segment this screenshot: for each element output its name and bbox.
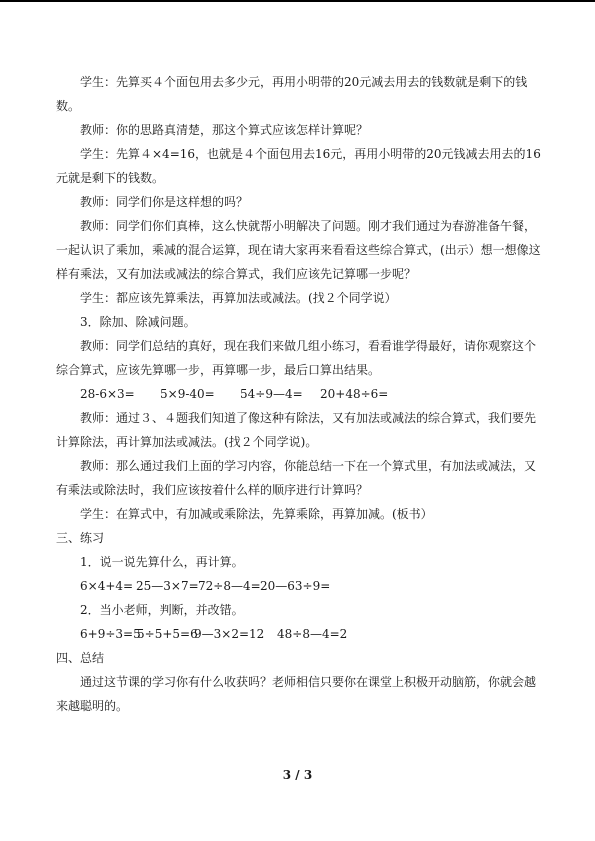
exercise-expression: 6+9÷3=5 xyxy=(80,627,141,641)
paragraph: 教师：同学们你是这样想的吗？ xyxy=(80,195,249,209)
practice-item-1: 1．说一说先算什么，再计算。 xyxy=(80,555,244,569)
exercise-expression: 5×9-40= xyxy=(160,387,215,401)
exercise-expression: 20—63÷9= xyxy=(260,579,331,593)
exercise-expression: 20+48÷6= xyxy=(320,387,389,401)
exercise-row-a xyxy=(56,382,546,406)
document-body xyxy=(56,70,546,718)
exercise-expression: 72÷8—4= xyxy=(198,579,261,593)
exercise-expression: 48÷8—4=2 xyxy=(277,627,348,641)
paragraph: 教师：那么通过我们上面的学习内容，你能总结一下在一个算式里，有加法或减法，又有乘法或除法时，我们应该按着什么样的顺序进行计算吗？ xyxy=(56,459,537,497)
exercise-expression: 28-6×3= xyxy=(80,387,135,401)
paragraph: 教师：同学们你们真棒，这么快就帮小明解决了问题。刚才我们通过为春游准备午餐，一起认识了乘加，乘减的混合运算，现在请大家再来看看这些综合算式，(出示）想一想像这样有乘法，又有加法或减法的综合算式，我们应该先记算哪一步呢？ xyxy=(56,219,541,281)
exercise-expression: 9—3×2=12 xyxy=(194,627,265,641)
exercise-expression: 5÷5+5=6 xyxy=(137,627,198,641)
summary-paragraph: 通过这节课的学习你有什么收获吗？老师相信只要你在课堂上积极开动脑筋，你就会越来越聪明的。 xyxy=(56,675,537,713)
exercise-expression: 25—3×7= xyxy=(136,579,199,593)
exercise-expression: 54÷9—4= xyxy=(240,387,303,401)
top-border-line xyxy=(0,0,595,2)
exercise-expression: 6×4+4= xyxy=(80,579,134,593)
subheading: 3．除加、除减问题。 xyxy=(80,315,196,329)
paragraph: 教师：同学们总结的真好，现在我们来做几组小练习，看看谁学得最好，请你观察这个综合算式，应该先算哪一步，再算哪一步，最后口算出结果。 xyxy=(56,339,537,377)
paragraph: 学生：先算买４个面包用去多少元，再用小明带的20元减去用去的钱数就是剩下的钱数。 xyxy=(56,75,528,113)
paragraph: 学生：都应该先算乘法，再算加法或减法。(找２个同学说） xyxy=(80,291,397,305)
section-title-summary: 四、总结 xyxy=(56,651,105,665)
paragraph: 学生：先算４×4=16，也就是４个面包用去16元，再用小明带的20元钱减去用去的16元就是剩下的钱数。 xyxy=(56,147,541,185)
paragraph: 教师：你的思路真清楚，那这个算式应该怎样计算呢？ xyxy=(80,123,369,137)
paragraph: 学生：在算式中，有加减或乘除法，先算乘除，再算加减。(板书） xyxy=(80,507,433,521)
page-number: 3 / 3 xyxy=(282,768,313,782)
exercise-row-b xyxy=(56,574,546,598)
practice-item-2: 2．当小老师，判断，并改错。 xyxy=(80,603,244,617)
paragraph: 教师：通过３、４题我们知道了像这种有除法，又有加法或减法的综合算式，我们要先计算除法，再计算加法或减法。(找２个同学说)。 xyxy=(56,411,537,449)
section-title-practice: 三、练习 xyxy=(56,531,105,545)
exercise-row-c xyxy=(56,622,546,646)
